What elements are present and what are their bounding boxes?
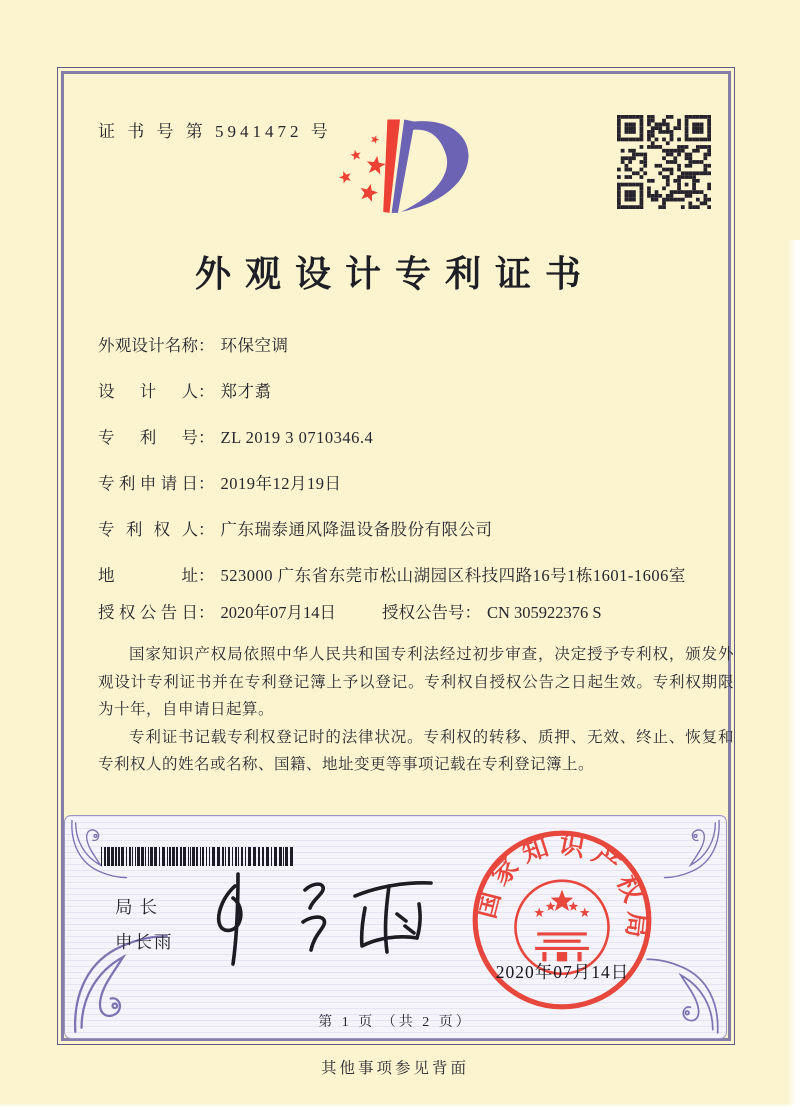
grant-number: CN 305922376 S	[487, 603, 602, 622]
page-number: 第 1 页 （共 2 页）	[318, 1015, 473, 1030]
field-value: ZL 2019 3 0710346.4	[220, 428, 374, 447]
certificate-number: 证 书 号 第 5941472 号	[98, 122, 332, 141]
field-label: 外观设计名称	[98, 336, 198, 355]
field-design-name: 外观设计名称 ： 环保空调	[98, 333, 734, 358]
certificate-title: 外观设计专利证书	[194, 254, 595, 294]
commissioner-title: 局长	[115, 897, 164, 917]
field-label: 专利权人	[98, 520, 198, 539]
grant-date: 2020年07月14日	[220, 603, 336, 622]
certificate-fields	[98, 333, 734, 779]
cnipa-seal-icon	[470, 828, 654, 1012]
seal-date: 2020年07月14日	[495, 962, 630, 982]
field-address: 地址 ： 523000 广东省东莞市松山湖园区科技四路16号1栋1601-1606室	[98, 563, 734, 588]
legal-paragraphs	[98, 641, 734, 779]
field-label: 专利号	[98, 428, 198, 447]
field-grant-row: 授权公告日 ： 2020年07月14日 授权公告号 ： CN 305922376 S	[98, 600, 734, 625]
field-filing-date: 专利申请日 ： 2019年12月19日	[98, 471, 734, 496]
legal-paragraph-2: 专利证书记载专利权登记时的法律状况。专利权的转移、质押、无效、终止、恢复和专利权人的姓名或名称、国籍、地址变更等事项记载在专利登记簿上。	[98, 728, 734, 773]
field-label: 专利申请日	[98, 474, 198, 493]
field-value: 广东瑞泰通风降温设备股份有限公司	[220, 520, 493, 539]
field-designer: 设计人 ： 郑才翥	[98, 379, 734, 404]
legal-paragraph-1: 国家知识产权局依照中华人民共和国专利法经过初步审查，决定授予专利权，颁发外观设计专利证书并在专利登记簿上予以登记。专利权自授权公告之日起生效。专利权期限为十年，自申请日起算。	[98, 646, 734, 718]
field-value: 郑才翥	[220, 382, 272, 401]
scan-edge	[787, 240, 800, 1110]
field-value: 2019年12月19日	[220, 474, 342, 493]
signature-panel	[64, 815, 727, 1039]
svg-text:国家知识产权局: 国家知识产权局	[471, 829, 653, 947]
commissioner-signature-icon	[193, 864, 443, 972]
field-label: 授权公告日	[98, 603, 198, 622]
scan-edge	[0, 1103, 800, 1110]
cnipa-logo-icon	[310, 108, 490, 236]
qr-code-icon	[617, 115, 711, 209]
field-label: 设计人	[98, 382, 198, 401]
field-value: 523000 广东省东莞市松山湖园区科技四路16号1栋1601-1606室	[220, 566, 686, 585]
field-label: 地址	[98, 566, 198, 585]
field-label: 授权公告号	[382, 603, 465, 622]
field-patent-number: 专利号 ： ZL 2019 3 0710346.4	[98, 425, 734, 450]
commissioner-name: 申长雨	[115, 932, 174, 952]
footer-note: 其他事项参见背面	[320, 1060, 469, 1077]
field-value: 环保空调	[220, 336, 289, 355]
field-patentee: 专利权人 ： 广东瑞泰通风降温设备股份有限公司	[98, 517, 734, 542]
corner-flourish-icon	[662, 818, 724, 880]
